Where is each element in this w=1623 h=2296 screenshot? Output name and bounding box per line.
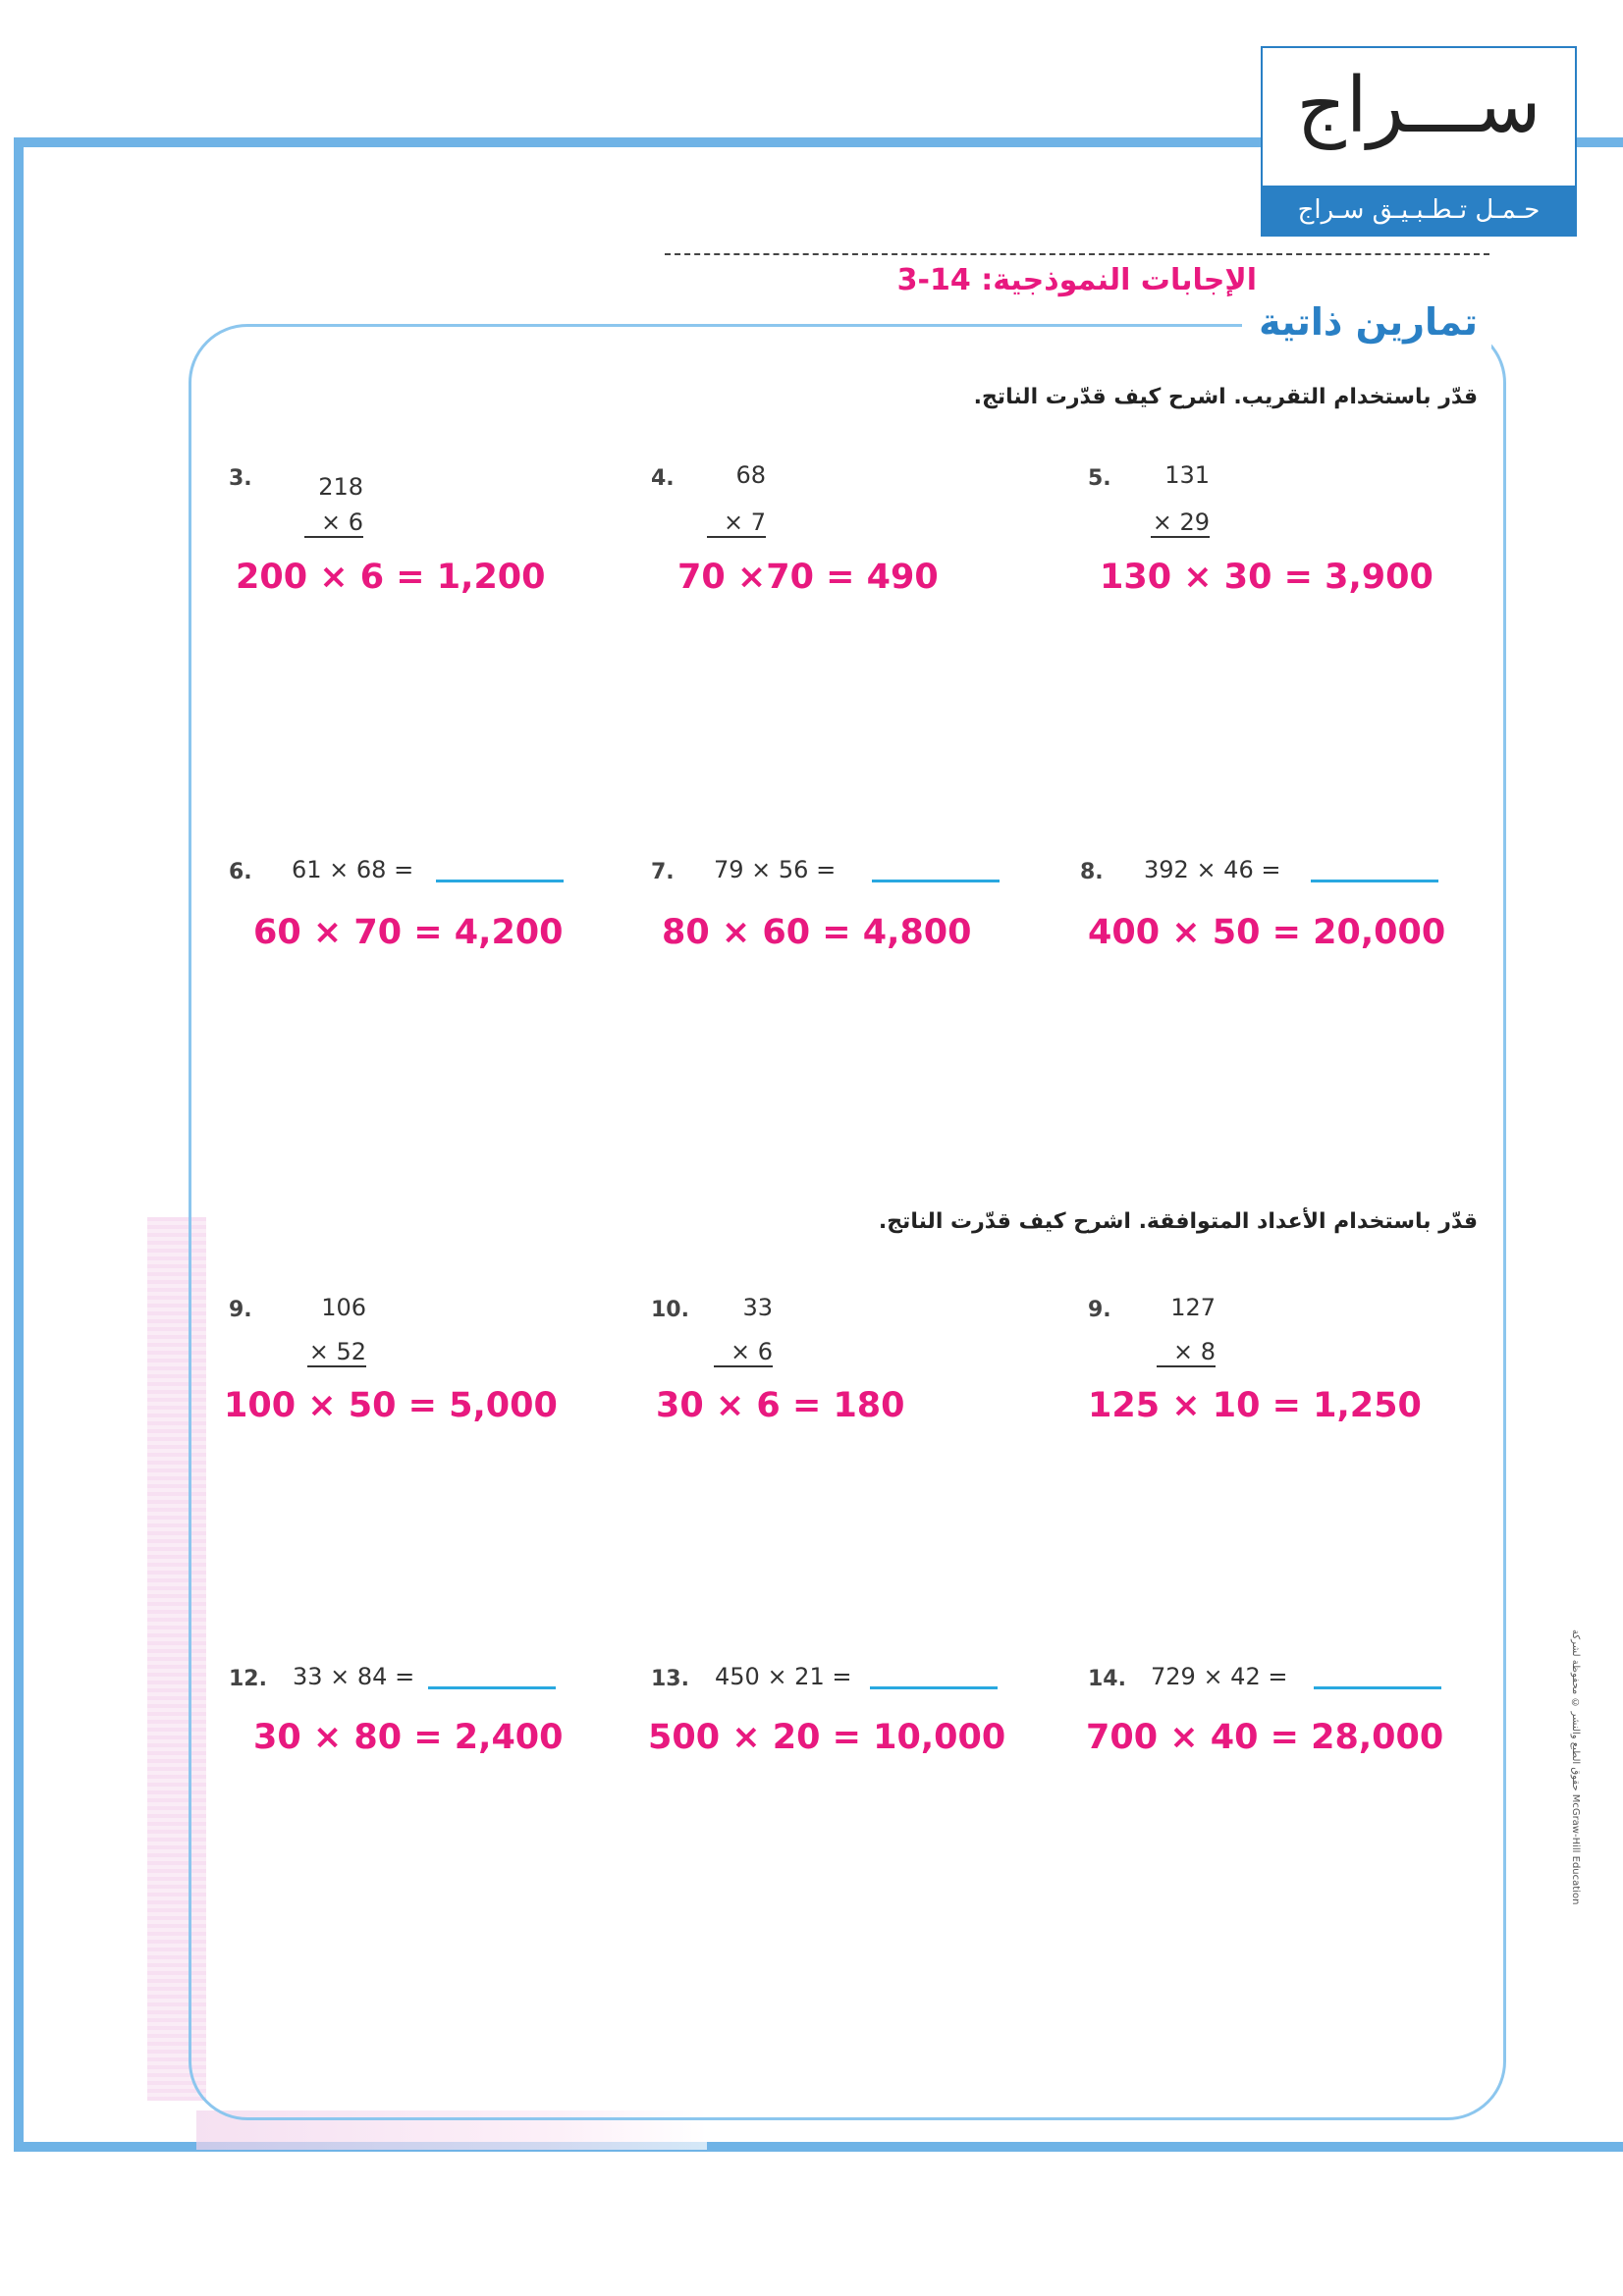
problem-top: 33 [742, 1294, 773, 1321]
problem-top: 218 [318, 473, 363, 501]
problem-top: 131 [1164, 461, 1210, 489]
problem-bottom: × 8 [1157, 1338, 1216, 1367]
problem-expression: 729 × 42 = [1151, 1663, 1288, 1690]
copyright-text: حقوق الطبع والنشر © محفوظة لشركة McGraw-Hill Education [1570, 1629, 1581, 1905]
box-title: تمارين ذاتية [1242, 300, 1491, 349]
problem-answer: 400 × 50 = 20,000 [1088, 913, 1446, 952]
problem-top: 68 [735, 461, 766, 489]
instruction-rounding: قدّر باستخدام التقريب. اشرح كيف قدّرت الناتج. [973, 385, 1478, 409]
problem-number: 13. [651, 1667, 689, 1691]
problem-number: 4. [651, 466, 675, 491]
problem-answer: 130 × 30 = 3,900 [1100, 558, 1434, 597]
answer-blank[interactable] [428, 1686, 556, 1689]
problem-expression: 61 × 68 = [292, 856, 414, 883]
problem-answer: 60 × 70 = 4,200 [253, 913, 564, 952]
problem-number: 12. [229, 1667, 267, 1691]
problem-number: 6. [229, 860, 252, 884]
problem-number: 3. [229, 466, 252, 491]
problem-number: 7. [651, 860, 675, 884]
problem-bottom: × 6 [304, 508, 363, 538]
problem-expression: 450 × 21 = [715, 1663, 852, 1690]
problem-answer: 30 × 80 = 2,400 [253, 1718, 564, 1757]
problem-answer: 200 × 6 = 1,200 [236, 558, 546, 597]
problem-answer: 30 × 6 = 180 [656, 1386, 905, 1425]
answer-blank[interactable] [1311, 880, 1438, 882]
siraj-logo[interactable] [1261, 46, 1577, 237]
answer-blank[interactable] [872, 880, 1000, 882]
problem-answer: 70 ×70 = 490 [677, 558, 939, 597]
problem-expression: 392 × 46 = [1144, 856, 1281, 883]
problem-number: 14. [1088, 1667, 1126, 1691]
problem-number: 9. [1088, 1298, 1111, 1322]
problem-answer: 100 × 50 = 5,000 [224, 1386, 558, 1425]
problem-bottom: × 29 [1152, 508, 1210, 536]
problem-bottom: × 52 [308, 1338, 366, 1365]
logo-word: ســـراج [1296, 62, 1542, 150]
problem-bottom: × 6 [714, 1338, 773, 1367]
problem-answer: 125 × 10 = 1,250 [1088, 1386, 1422, 1425]
answer-blank[interactable] [436, 880, 564, 882]
problem-number: 10. [651, 1298, 689, 1322]
problem-number: 5. [1088, 466, 1111, 491]
answers-title: الإجابات النموذجية: 14-3 [896, 263, 1257, 297]
logo-download-band[interactable]: حـمـل تـطـبـيـق سـراج [1263, 186, 1575, 235]
problem-top: 127 [1170, 1294, 1216, 1321]
problem-expression: 33 × 84 = [293, 1663, 415, 1690]
problem-answer: 500 × 20 = 10,000 [648, 1718, 1006, 1757]
problem-expression: 79 × 56 = [714, 856, 837, 883]
instruction-compatible-numbers: قدّر باستخدام الأعداد المتوافقة. اشرح كيف قدّرت الناتج. [878, 1209, 1478, 1234]
problem-top: 106 [321, 1294, 366, 1321]
dashed-separator [665, 253, 1489, 255]
problem-number: 8. [1080, 860, 1104, 884]
problem-answer: 80 × 60 = 4,800 [662, 913, 972, 952]
problem-bottom: × 7 [707, 508, 766, 538]
problem-number: 9. [229, 1298, 252, 1322]
problem-answer: 700 × 40 = 28,000 [1086, 1718, 1444, 1757]
answer-blank[interactable] [870, 1686, 998, 1689]
answer-blank[interactable] [1314, 1686, 1441, 1689]
